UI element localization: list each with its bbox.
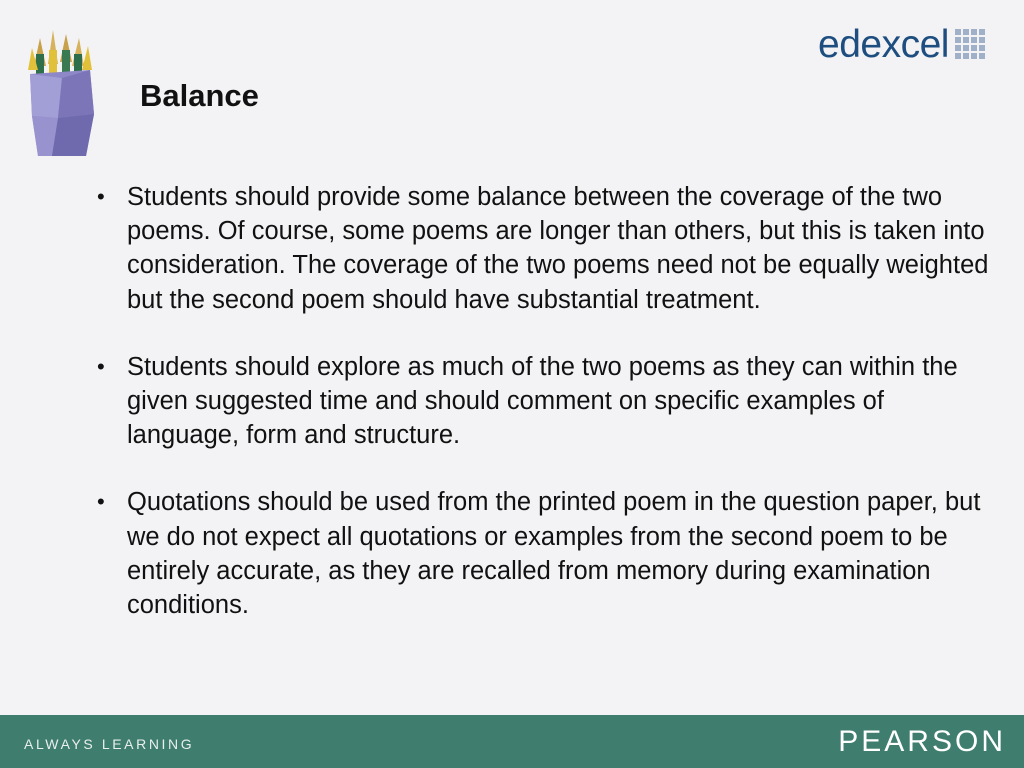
page-title: Balance xyxy=(140,78,259,113)
footer-bar xyxy=(0,715,1024,768)
bullet-icon: • xyxy=(97,184,105,209)
bullet-text: Quotations should be used from the printed poem in the question paper, but we do not expect all quotations or examples from the second poem to be entirely accurate, as they are recalled from memory during examination conditions. xyxy=(127,488,981,620)
pencil-cup-icon xyxy=(22,26,102,160)
logo-text: edexcel xyxy=(818,22,949,66)
bullet-text: Students should provide some balance between the coverage of the two poems. Of course, some poems are longer than others, but this is taken into consideration. The coverage of the two poems need not be equally weighted but the second poem should have substantial treatment. xyxy=(127,183,989,314)
bullet-list xyxy=(90,180,1000,655)
list-item xyxy=(90,485,1000,622)
bullet-icon: • xyxy=(97,353,105,379)
logo-grid-icon xyxy=(955,29,985,59)
edexcel-logo xyxy=(818,24,985,64)
pearson-logo: PEARSON xyxy=(838,725,1006,758)
list-item xyxy=(90,350,1000,453)
footer-tagline: ALWAYS LEARNING xyxy=(24,736,195,752)
bullet-icon: • xyxy=(97,489,105,515)
bullet-text: Students should explore as much of the two poems as they can within the given suggested time and should comment on specific examples of language, form and structure. xyxy=(127,352,958,450)
list-item xyxy=(90,180,1000,317)
